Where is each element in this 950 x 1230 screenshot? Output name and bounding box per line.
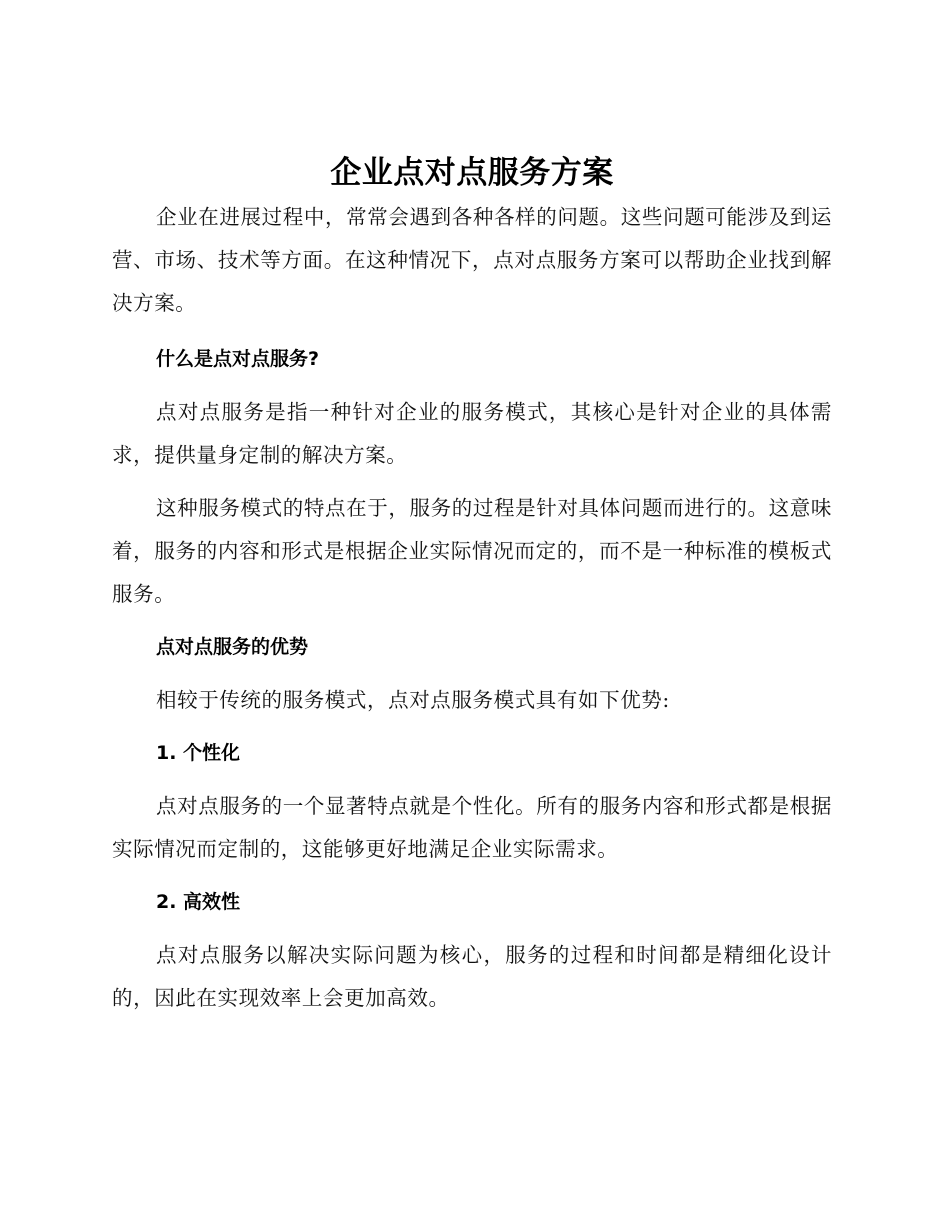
spacer — [112, 775, 832, 785]
advantage-paragraph-personalization: 点对点服务的一个显著特点就是个性化。所有的服务内容和形式都是根据实际情况而定制的，这能够更好地满足企业实际需求。 — [112, 794, 832, 861]
spacer — [112, 381, 832, 391]
document-body — [112, 150, 832, 1020]
spacer — [112, 477, 832, 487]
advantage-paragraph-efficiency: 点对点服务以解决实际问题为核心，服务的过程和时间都是精细化设计的，因此在实现效率上会更加高效。 — [112, 943, 832, 1010]
section1-paragraph-2: 这种服务模式的特点在于，服务的过程是针对具体问题而进行的。这意味着，服务的内容和形式是根据企业实际情况而定的，而不是一种标准的模板式服务。 — [112, 496, 832, 606]
spacer — [112, 325, 832, 338]
advantage-heading-personalization: 1. 个性化 — [156, 742, 241, 764]
document-title: 企业点对点服务方案 — [330, 155, 614, 191]
section-heading-what-is: 什么是点对点服务? — [156, 348, 320, 370]
spacer — [112, 871, 832, 881]
advantage-heading-efficiency: 2. 高效性 — [156, 891, 241, 913]
section-heading-advantages: 点对点服务的优势 — [156, 636, 309, 658]
spacer — [112, 616, 832, 626]
spacer — [112, 924, 832, 934]
spacer — [112, 722, 832, 732]
section1-paragraph-1: 点对点服务是指一种针对企业的服务模式，其核心是针对企业的具体需求，提供量身定制的解决方案。 — [112, 400, 832, 467]
intro-paragraph: 企业在进展过程中，常常会遇到各种各样的问题。这些问题可能涉及到运营、市场、技术等方面。在这种情况下，点对点服务方案可以帮助企业找到解决方案。 — [112, 205, 832, 315]
section2-paragraph-1: 相较于传统的服务模式，点对点服务模式具有如下优势: — [156, 688, 670, 712]
spacer — [112, 669, 832, 679]
